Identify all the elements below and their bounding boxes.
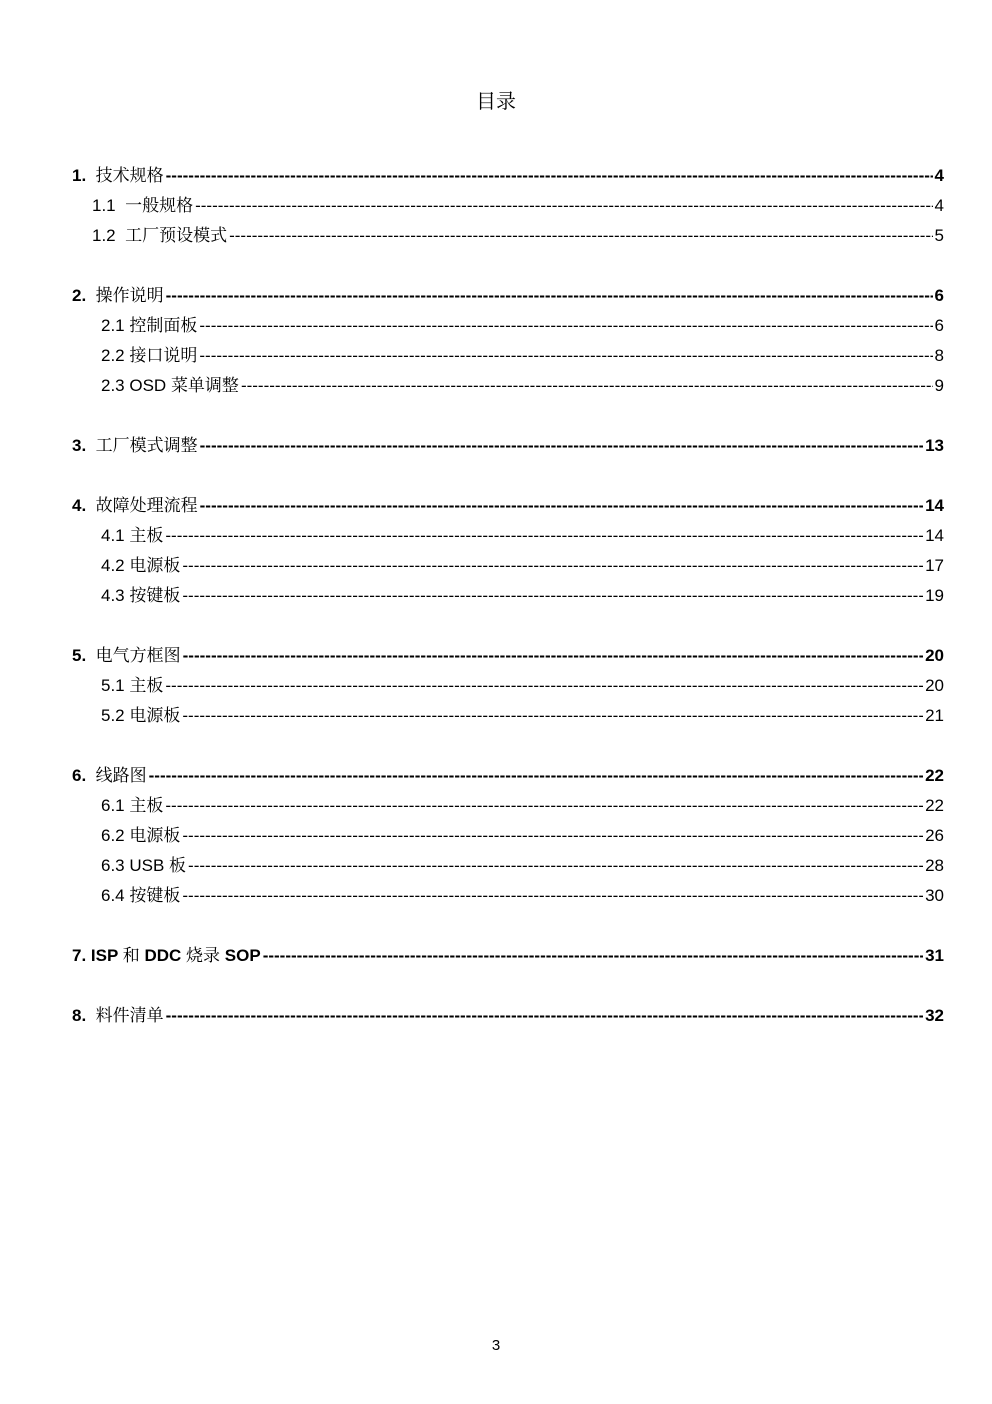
toc-entry-2-3[interactable] <box>101 374 944 398</box>
toc-entry-title: 故障处理流程 <box>95 496 198 516</box>
toc-leader <box>241 374 933 398</box>
toc-leader <box>149 764 923 788</box>
toc-entry-page: 32 <box>925 1006 944 1025</box>
toc-entry-6-2[interactable] <box>101 824 944 848</box>
table-of-contents <box>72 0 944 1100</box>
toc-entry-page: 4 <box>934 196 944 215</box>
toc-leader <box>165 674 923 698</box>
toc-entry-title: 料件清单 <box>95 1006 164 1026</box>
toc-entry-title: 电源板 <box>129 706 181 726</box>
toc-leader <box>182 884 923 908</box>
toc-entry-title: 主板 <box>129 676 164 696</box>
toc-leader <box>182 554 923 578</box>
toc-entry-page: 14 <box>925 526 944 545</box>
toc-entry-page: 17 <box>925 556 944 575</box>
toc-entry-6-1[interactable] <box>101 794 944 818</box>
toc-leader <box>200 494 923 518</box>
toc-entry-6-3[interactable] <box>101 854 944 878</box>
toc-leader <box>183 644 923 668</box>
toc-entry-page: 5 <box>934 226 944 245</box>
toc-entry-6-4[interactable] <box>101 884 944 908</box>
toc-entry-5-2[interactable] <box>101 704 944 728</box>
toc-entry-title: 一般规格 <box>125 196 194 216</box>
toc-entry-page: 14 <box>925 496 944 515</box>
toc-leader <box>166 284 933 308</box>
toc-leader <box>263 944 923 968</box>
toc-entry-number: 1. <box>72 166 87 185</box>
toc-entry-3[interactable] <box>72 434 944 458</box>
toc-entry-number: 4.1 <box>101 526 125 545</box>
toc-entry-number: 8. <box>72 1006 87 1025</box>
toc-entry-number: 4. <box>72 496 87 515</box>
toc-entry-title: 控制面板 <box>129 316 198 336</box>
toc-entry-page: 21 <box>925 706 944 725</box>
toc-leader <box>199 344 932 368</box>
toc-entry-4-3[interactable] <box>101 584 944 608</box>
toc-entry-number: 1.1 <box>92 196 116 215</box>
toc-entry-title: 菜单调整 <box>170 376 239 396</box>
toc-entry-number: 4.2 <box>101 556 125 575</box>
toc-leader <box>182 584 923 608</box>
toc-leader <box>200 434 923 458</box>
toc-entry-number: 3. <box>72 436 87 455</box>
toc-entry-title: 接口说明 <box>129 346 198 366</box>
toc-entry-page: 4 <box>934 166 944 185</box>
toc-leader <box>188 854 923 878</box>
toc-entry-title: 主板 <box>129 526 164 546</box>
toc-leader <box>166 164 933 188</box>
toc-entry-number: 6.1 <box>101 796 125 815</box>
toc-entry-4-2[interactable] <box>101 554 944 578</box>
toc-entry-title: 技术规格 <box>95 166 164 186</box>
toc-entry-1[interactable] <box>72 164 944 188</box>
toc-entry-page: 20 <box>925 676 944 695</box>
toc-entry-number: 4.3 <box>101 586 125 605</box>
toc-entry-title: 板 <box>169 856 187 876</box>
toc-entry-page: 19 <box>925 586 944 605</box>
toc-entry-number: 2.1 <box>101 316 125 335</box>
toc-leader <box>165 524 923 548</box>
toc-entry-title-part: SOP <box>224 946 261 965</box>
page-number: 3 <box>491 1337 501 1354</box>
toc-leader <box>195 194 932 218</box>
toc-entry-number: 2. <box>72 286 87 305</box>
toc-entry-6[interactable] <box>72 764 944 788</box>
page-title: 目录 <box>476 89 516 113</box>
toc-entry-title-part: 和 <box>122 946 140 966</box>
toc-leader <box>182 704 923 728</box>
toc-entry-title: 工厂模式调整 <box>95 436 198 456</box>
toc-entry-1-1[interactable] <box>92 194 944 218</box>
toc-leader <box>182 824 923 848</box>
toc-entry-page: 6 <box>934 286 944 305</box>
toc-entry-number: 6. <box>72 766 87 785</box>
toc-entry-title: 按键板 <box>129 586 181 606</box>
toc-entry-page: 6 <box>934 316 944 335</box>
toc-entry-title-part: 烧录 <box>186 946 221 966</box>
toc-leader <box>166 1004 923 1028</box>
toc-leader <box>229 224 932 248</box>
toc-entry-title: 操作说明 <box>95 286 164 306</box>
toc-entry-2-1[interactable] <box>101 314 944 338</box>
toc-entry-number: 7. ISP <box>72 946 118 965</box>
toc-entry-title: 线路图 <box>95 766 147 786</box>
toc-entry-4[interactable] <box>72 494 944 518</box>
toc-entry-2[interactable] <box>72 284 944 308</box>
toc-entry-number: 6.4 <box>101 886 125 905</box>
toc-entry-title: 电源板 <box>129 826 181 846</box>
toc-entry-number: 5.1 <box>101 676 125 695</box>
toc-entry-page: 22 <box>925 766 944 785</box>
toc-entry-page: 30 <box>925 886 944 905</box>
toc-entry-page: 9 <box>934 376 944 395</box>
toc-entry-8[interactable] <box>72 1004 944 1028</box>
toc-entry-page: 20 <box>925 646 944 665</box>
toc-leader <box>199 314 932 338</box>
toc-entry-page: 31 <box>925 946 944 965</box>
toc-entry-title: 工厂预设模式 <box>125 226 228 246</box>
toc-entry-1-2[interactable] <box>92 224 944 248</box>
toc-entry-page: 8 <box>934 346 944 365</box>
toc-entry-page: 22 <box>925 796 944 815</box>
toc-entry-page: 13 <box>925 436 944 455</box>
toc-entry-5-1[interactable] <box>101 674 944 698</box>
toc-entry-title-part: DDC <box>144 946 182 965</box>
toc-entry-title: 主板 <box>129 796 164 816</box>
toc-entry-number: 1.2 <box>92 226 116 245</box>
toc-entry-number: 5. <box>72 646 87 665</box>
toc-entry-number: 2.2 <box>101 346 125 365</box>
toc-entry-number: 6.3 USB <box>101 856 165 875</box>
toc-entry-title: 电气方框图 <box>95 646 181 666</box>
toc-entry-number: 6.2 <box>101 826 125 845</box>
toc-entry-page: 28 <box>925 856 944 875</box>
toc-entry-number: 5.2 <box>101 706 125 725</box>
toc-entry-number: 2.3 OSD <box>101 376 167 395</box>
toc-entry-title: 按键板 <box>129 886 181 906</box>
toc-entry-title: 电源板 <box>129 556 181 576</box>
toc-entry-4-1[interactable] <box>101 524 944 548</box>
toc-leader <box>165 794 923 818</box>
toc-entry-page: 26 <box>925 826 944 845</box>
toc-entry-7[interactable] <box>72 944 944 968</box>
toc-entry-5[interactable] <box>72 644 944 668</box>
toc-entry-2-2[interactable] <box>101 344 944 368</box>
